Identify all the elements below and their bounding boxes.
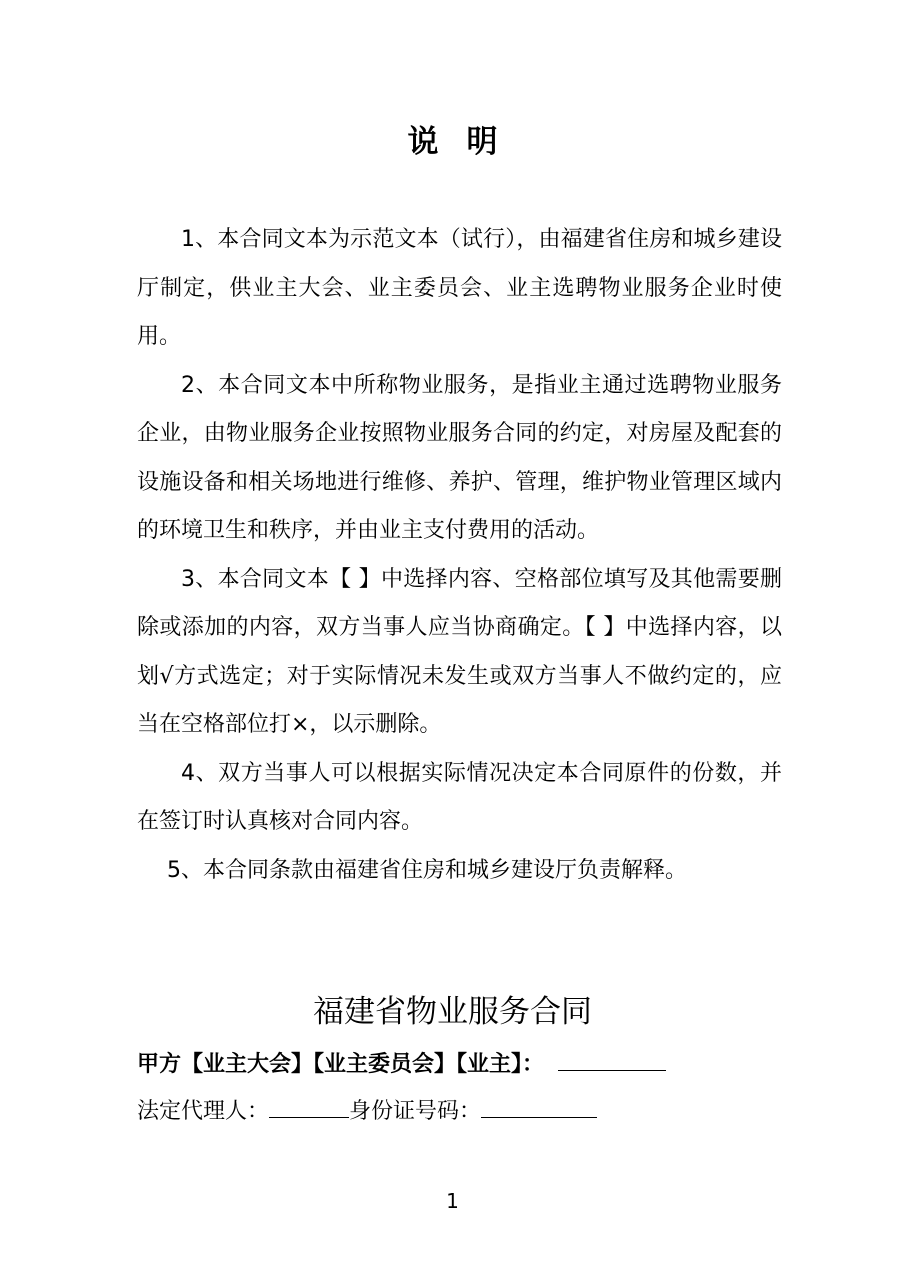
instruction-paragraph-5: 5、本合同条款由福建省住房和城乡建设厅负责解释。 — [167, 857, 687, 883]
page-title: 说明 — [407, 124, 526, 160]
instructions-body — [137, 216, 782, 895]
page-number: 1 — [446, 1189, 459, 1213]
party-a-label: 甲方【业主大会】【业主委员会】【业主】： — [137, 1052, 545, 1077]
agent-label: 法定代理人： — [137, 1099, 270, 1124]
party-a-line — [137, 1044, 666, 1085]
instruction-paragraph-2: 2、本合同文本中所称物业服务，是指业主通过选聘物业服务企业，由物业服务企业按照物业服务合同的约定，对房屋及配套的设施设备和相关场地进行维修、养护、管理，维护物业管理区域内的环境卫生和秩序，并由业主支付费用的活动。 — [137, 372, 782, 543]
contract-title: 福建省物业服务合同 — [313, 994, 592, 1030]
instruction-paragraph-4: 4、双方当事人可以根据实际情况决定本合同原件的份数，并在签订时认真核对合同内容。 — [137, 760, 782, 834]
instruction-paragraph-1: 1、本合同文本为示范文本（试行），由福建省住房和城乡建设厅制定，供业主大会、业主委员会、业主选聘物业服务企业时使用。 — [137, 227, 782, 349]
id-number-blank[interactable] — [481, 1091, 597, 1118]
agent-line — [137, 1091, 597, 1132]
agent-blank[interactable] — [269, 1091, 349, 1118]
instruction-paragraph-3: 3、本合同文本【 】中选择内容、空格部位填写及其他需要删除或添加的内容，双方当事人应当协商确定。【 】中选择内容，以划√方式选定；对于实际情况未发生或双方当事人不做约定的，应当在空格部位打×，以示删除。 — [137, 566, 782, 737]
party-a-blank[interactable] — [558, 1044, 666, 1071]
id-label: 身份证号码： — [349, 1099, 482, 1124]
